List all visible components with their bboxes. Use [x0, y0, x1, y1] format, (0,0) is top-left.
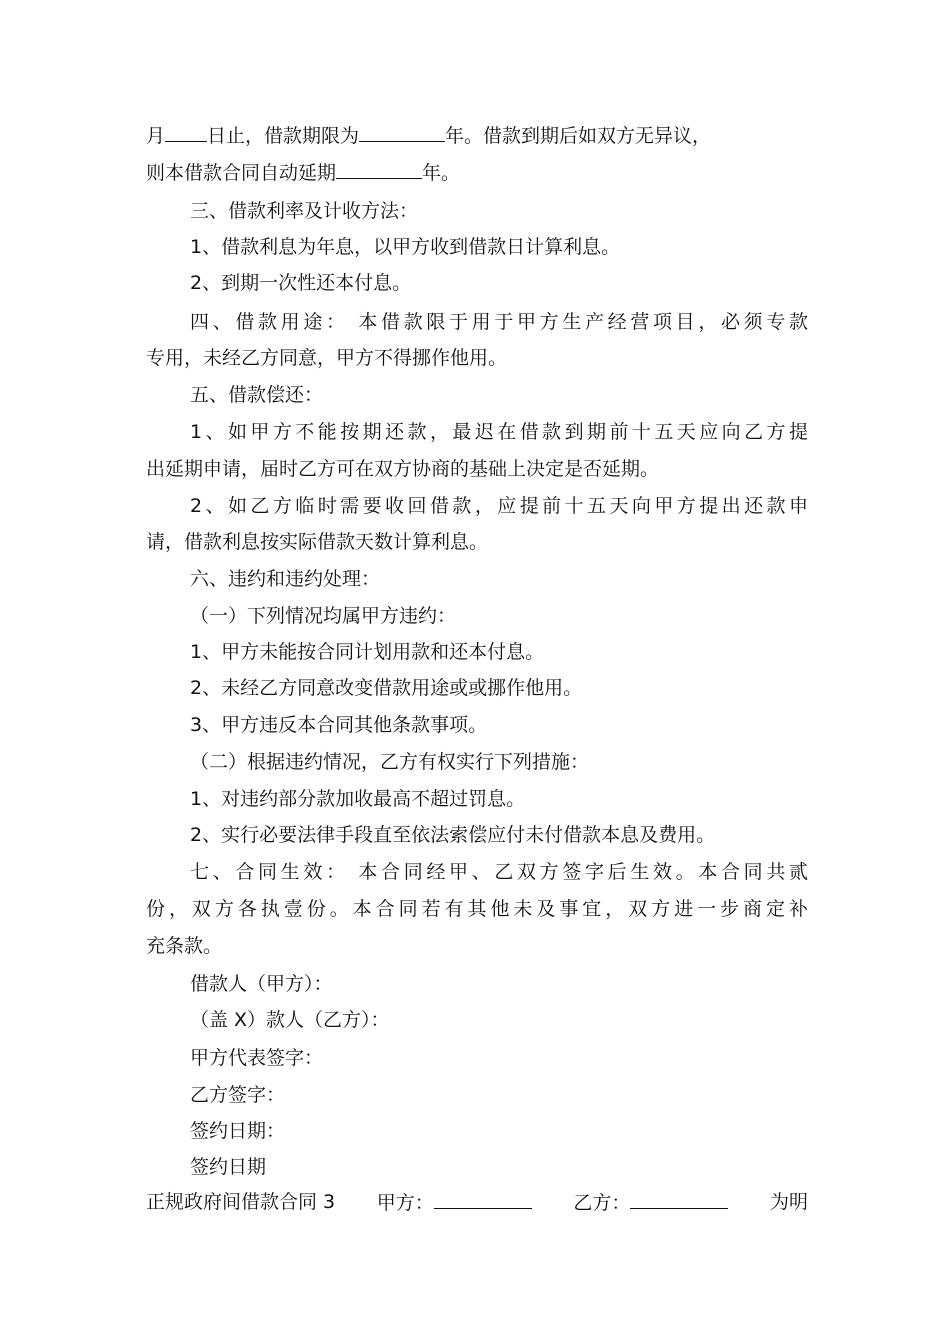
text-fragment: 月	[146, 125, 166, 147]
blank-field	[630, 1190, 728, 1209]
paragraph: 1、甲方未能按合同计划用款和还本付息。	[190, 641, 545, 663]
text-fragment: 则本借款合同自动延期	[146, 162, 337, 184]
section-heading: 三、借款利率及计收方法：	[190, 200, 419, 222]
blank-field	[359, 123, 445, 142]
subsection-heading: （二）根据违约情况，乙方有权实行下列措施：	[190, 751, 590, 773]
section-heading: 五、借款偿还：	[190, 384, 324, 406]
paragraph-line: 1、如甲方不能按期还款，最迟在借款到期前十五天应向乙方提	[190, 421, 808, 443]
blank-field	[434, 1190, 532, 1209]
text-fragment: 乙方：	[573, 1192, 631, 1214]
text-fragment: 年。	[422, 162, 461, 184]
text-line	[146, 123, 808, 148]
signature-label: 借款人（甲方）：	[190, 973, 333, 995]
paragraph: 2、到期一次性还本付息。	[190, 272, 412, 294]
paragraph-line: 四、借款用途： 本借款限于用于甲方生产经营项目，必须专款	[190, 311, 808, 333]
paragraph: 1、对违约部分款加收最高不超过罚息。	[190, 788, 526, 810]
paragraph: 1、借款利息为年息，以甲方收到借款日计算利息。	[190, 236, 621, 258]
paragraph-line: 2、如乙方临时需要收回借款，应提前十五天向甲方提出还款申	[190, 495, 808, 517]
paragraph: 2、未经乙方同意改变借款用途或或挪作他用。	[190, 677, 583, 699]
paragraph-line: 出延期申请，届时乙方可在双方协商的基础上决定是否延期。	[146, 458, 660, 480]
text-fragment: 为明	[769, 1191, 808, 1213]
signature-label: 签约日期：	[190, 1120, 286, 1142]
paragraph: 3、甲方违反本合同其他条款事项。	[190, 714, 488, 736]
party-a-field	[377, 1190, 532, 1215]
text-line	[146, 160, 808, 185]
paragraph: 2、实行必要法律手段直至依法索偿应付未付借款本息及费用。	[190, 824, 716, 846]
paragraph-line: 七、合同生效： 本合同经甲、乙双方签字后生效。本合同共贰	[190, 861, 808, 883]
paragraph-line: 请，借款利息按实际借款天数计算利息。	[146, 531, 489, 553]
signature-label: 甲方代表签字：	[190, 1047, 324, 1069]
signature-label: 签约日期	[190, 1156, 267, 1178]
signature-label: （盖 X）款人（乙方）：	[190, 1009, 390, 1031]
section-heading: 六、违约和违约处理：	[190, 568, 381, 590]
blank-field	[336, 160, 422, 179]
next-contract-title: 正规政府间借款合同 3	[146, 1191, 336, 1213]
signature-label: 乙方签字：	[190, 1084, 286, 1106]
paragraph-line: 份，双方各执壹份。本合同若有其他未及事宜，双方进一步商定补	[146, 898, 808, 920]
paragraph-line: 充条款。	[146, 935, 223, 957]
party-b-field	[573, 1190, 728, 1215]
text-fragment: 甲方：	[376, 1192, 434, 1214]
blank-field	[165, 123, 207, 142]
paragraph-line: 专用，未经乙方同意，甲方不得挪作他用。	[146, 347, 508, 369]
next-contract-heading	[146, 1190, 808, 1215]
text-fragment: 日止，借款期限为	[207, 125, 360, 147]
text-fragment: 年。借款到期后如双方无异议，	[445, 125, 712, 147]
subsection-heading: （一）下列情况均属甲方违约：	[190, 605, 457, 627]
